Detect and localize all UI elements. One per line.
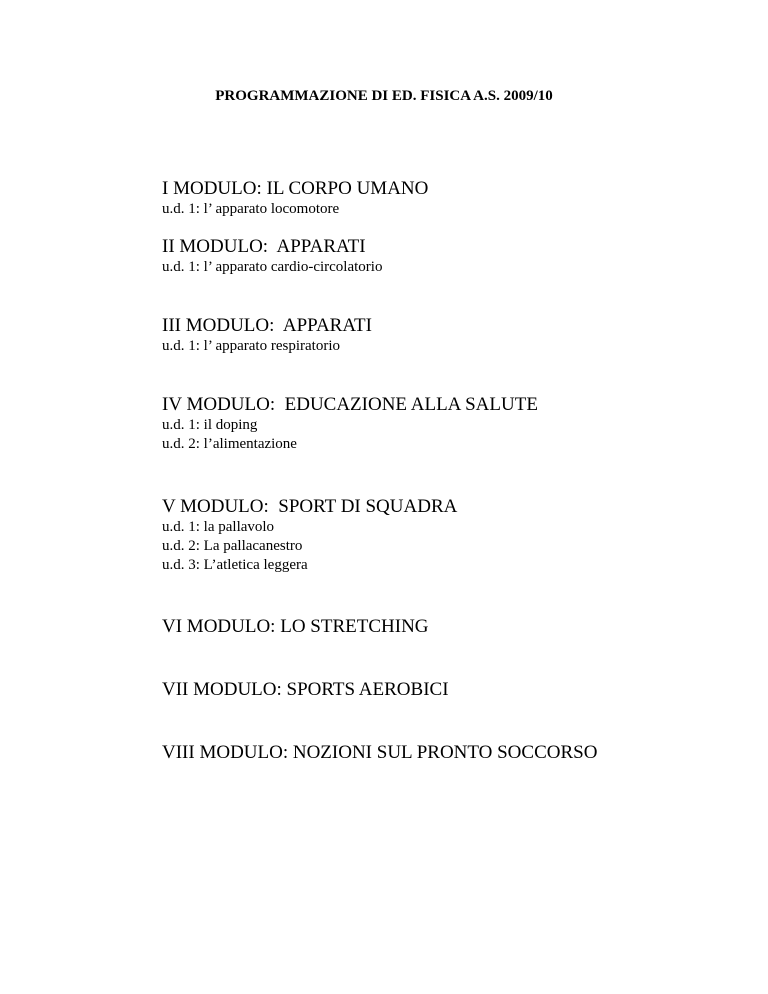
module-1	[162, 178, 722, 219]
module-heading: IV MODULO: EDUCAZIONE ALLA SALUTE	[162, 394, 538, 415]
module-unit: u.d. 3: L’atletica leggera	[162, 557, 308, 573]
module-unit: u.d. 1: l’ apparato respiratorio	[162, 338, 340, 354]
module-heading: V MODULO: SPORT DI SQUADRA	[162, 496, 458, 517]
module-unit: u.d. 1: l’ apparato locomotore	[162, 201, 340, 217]
module-unit: u.d. 2: La pallacanestro	[162, 538, 303, 554]
module-heading: VII MODULO: SPORTS AEROBICI	[162, 679, 449, 700]
module-unit: u.d. 2: l’alimentazione	[162, 436, 297, 452]
document-title: PROGRAMMAZIONE DI ED. FISICA A.S. 2009/10	[215, 88, 553, 104]
module-2	[162, 236, 722, 277]
module-heading: I MODULO: IL CORPO UMANO	[162, 178, 429, 199]
module-unit: u.d. 1: il doping	[162, 417, 258, 433]
module-heading: III MODULO: APPARATI	[162, 315, 372, 336]
module-8	[162, 742, 722, 764]
module-heading: VIII MODULO: NOZIONI SUL PRONTO SOCCORSO	[162, 742, 598, 763]
module-5	[162, 496, 722, 575]
module-6	[162, 616, 722, 638]
module-unit: u.d. 1: l’ apparato cardio-circolatorio	[162, 259, 383, 275]
module-unit: u.d. 1: la pallavolo	[162, 519, 275, 535]
module-4	[162, 394, 722, 454]
module-heading: II MODULO: APPARATI	[162, 236, 366, 257]
module-heading: VI MODULO: LO STRETCHING	[162, 616, 429, 637]
module-3	[162, 315, 722, 356]
module-7	[162, 679, 722, 701]
